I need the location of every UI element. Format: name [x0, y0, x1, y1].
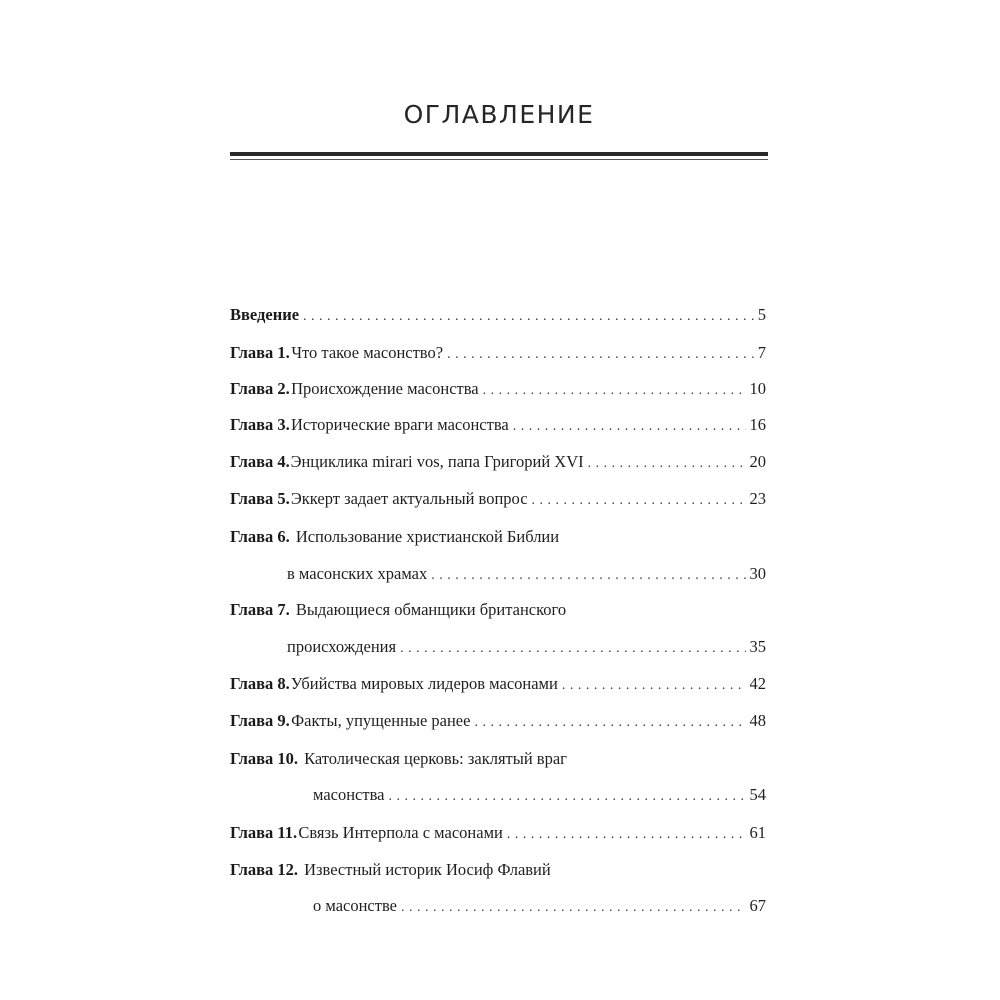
toc-leader-dots: [401, 895, 746, 921]
toc-entry-chapter-5: [230, 486, 766, 512]
toc-entry-label: Глава 12.: [230, 860, 299, 879]
toc-entry-title-continuation: о масонстве: [313, 896, 397, 915]
toc-entry-title: Известный историк Иосиф Флавий: [304, 860, 551, 879]
toc-page-number: 67: [749, 896, 766, 915]
toc-leader-dots: [588, 451, 746, 477]
toc-leader-dots: [507, 822, 746, 848]
toc-page-number: 54: [749, 785, 766, 804]
toc-page-number: 16: [749, 415, 766, 434]
toc-entry-label: Глава 6.: [230, 527, 290, 546]
toc-entry-chapter-8: [230, 671, 766, 697]
toc-entry-label: Глава 5.: [230, 489, 290, 508]
toc-entry-label: Глава 11.: [230, 823, 298, 842]
toc-entry-chapter-10: [230, 746, 766, 772]
toc-entry-introduction: [230, 302, 766, 328]
toc-entry-label: Глава 9.: [230, 711, 290, 730]
toc-entry-chapter-4: [230, 449, 766, 475]
toc-entry-label: Глава 2.: [230, 379, 290, 398]
toc-entry-chapter-3: [230, 412, 766, 438]
toc-entry-title-continuation: масонства: [313, 785, 385, 804]
toc-entry-title: Выдающиеся обманщики британского: [295, 600, 567, 619]
toc-entry-chapter-6-continuation: [287, 561, 766, 587]
toc-entry-title: Использование христианской Библии: [295, 527, 560, 546]
toc-leader-dots: [447, 342, 754, 368]
toc-entry-label: Глава 8.: [230, 674, 290, 693]
toc-entry-chapter-7: [230, 597, 766, 623]
page-title: ОГЛАВЛЕНИЕ: [403, 100, 595, 129]
toc-leader-dots: [474, 710, 745, 736]
toc-leader-dots: [431, 563, 745, 589]
toc-entry-label: Глава 3.: [230, 415, 290, 434]
toc-entry-chapter-7-continuation: [287, 634, 766, 660]
toc-page-number: 10: [749, 379, 766, 398]
toc-leader-dots: [303, 304, 754, 330]
toc-page-number: 20: [749, 452, 766, 471]
toc-page-number: 7: [757, 343, 766, 362]
toc-entry-chapter-2: [230, 376, 766, 402]
toc-entry-title-continuation: происхождения: [287, 637, 397, 656]
table-of-contents: [230, 0, 766, 1000]
toc-entry-title: Что такое масонство?: [291, 343, 444, 362]
toc-entry-chapter-12-continuation: [313, 893, 766, 919]
toc-entry-title: Энциклика mirari vos, папа Григорий XVI: [290, 452, 584, 471]
toc-entry-title: Исторические враги масонства: [290, 415, 509, 434]
toc-page-number: 23: [749, 489, 766, 508]
toc-entry-label: Глава 10.: [230, 749, 299, 768]
toc-entry-title: Происхождение масонства: [291, 379, 479, 398]
toc-leader-dots: [389, 784, 746, 810]
toc-entry-chapter-12: [230, 857, 766, 883]
toc-entry-title-continuation: в масонских храмах: [287, 564, 428, 583]
toc-entry-title: Католическая церковь: заклятый враг: [304, 749, 567, 768]
toc-page-number: 5: [757, 305, 766, 324]
toc-page-number: 61: [749, 823, 766, 842]
toc-entry-title: Эккерт задает актуальный вопрос: [290, 489, 528, 508]
toc-page-number: 42: [749, 674, 766, 693]
toc-entry-chapter-1: [230, 340, 766, 366]
toc-page-number: 35: [749, 637, 766, 656]
toc-entry-chapter-10-continuation: [313, 782, 766, 808]
toc-entry-chapter-6: [230, 524, 766, 550]
toc-leader-dots: [532, 488, 746, 514]
toc-entry-chapter-11: [230, 820, 766, 846]
toc-entry-label: Введение: [230, 305, 300, 324]
toc-entry-label: Глава 7.: [230, 600, 290, 619]
toc-page-number: 48: [749, 711, 766, 730]
toc-entry-title: Факты, упущенные ранее: [291, 711, 471, 730]
toc-leader-dots: [400, 636, 745, 662]
toc-leader-dots: [483, 378, 746, 404]
toc-leader-dots: [513, 414, 746, 440]
toc-entry-chapter-9: [230, 708, 766, 734]
toc-leader-dots: [562, 673, 746, 699]
toc-entry-title: Убийства мировых лидеров масонами: [290, 674, 558, 693]
toc-page-number: 30: [749, 564, 766, 583]
toc-entry-label: Глава 1.: [230, 343, 290, 362]
toc-entry-label: Глава 4.: [230, 452, 290, 471]
toc-entry-title: Связь Интерпола с масонами: [298, 823, 503, 842]
